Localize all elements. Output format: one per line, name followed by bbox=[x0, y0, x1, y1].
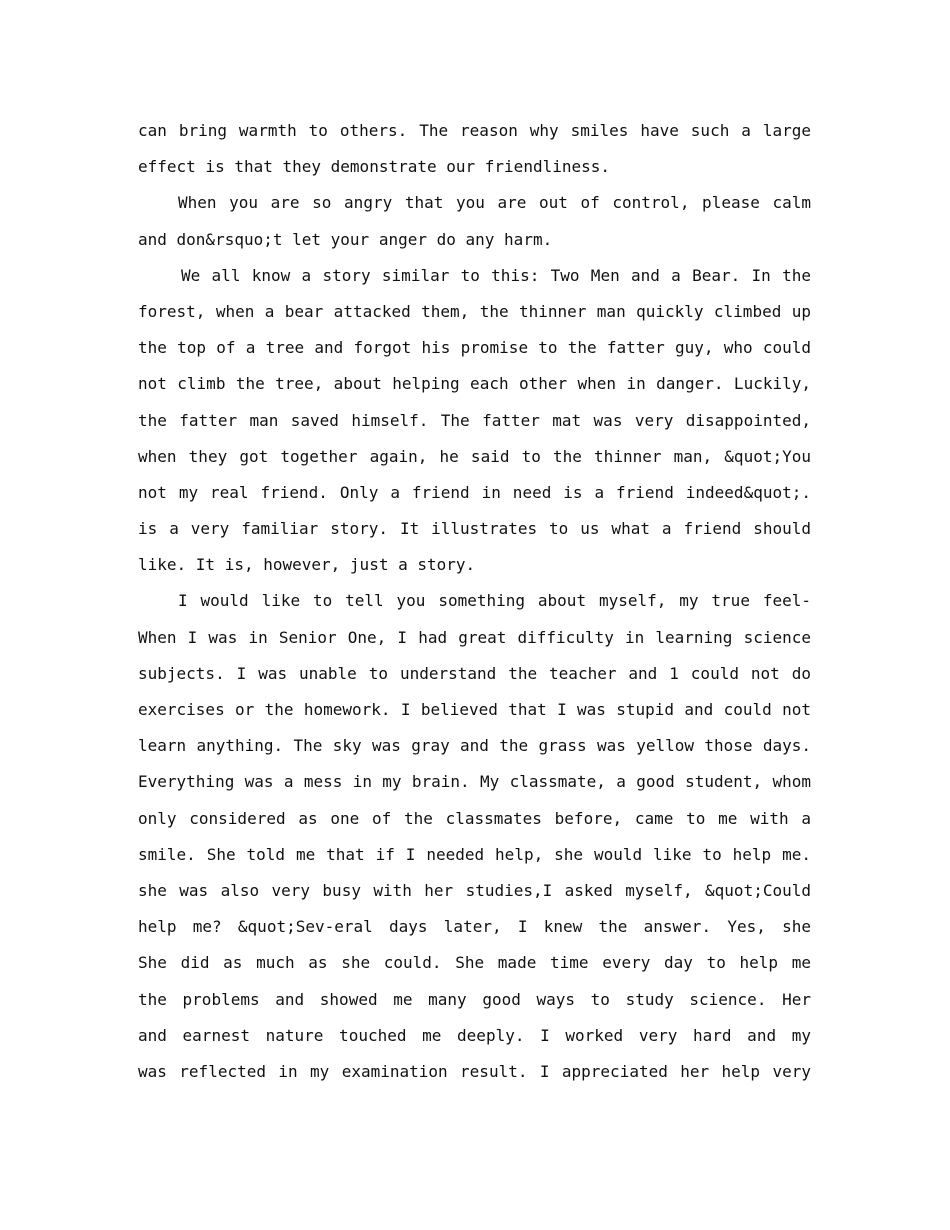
text-line: the top of a tree and forgot his promise to the fatter guy, who could bbox=[138, 338, 811, 358]
text-line: and don&rsquo;t let your anger do any harm. bbox=[138, 229, 553, 249]
text-line: smile. She told me that if I needed help, she would like to help me. bbox=[138, 844, 811, 864]
text-line: help me? &quot;Sev-eral days later, I knew the answer. Yes, she bbox=[138, 917, 811, 937]
paragraph bbox=[138, 258, 811, 584]
text-line: learn anything. The sky was gray and the grass was yellow those days. bbox=[138, 736, 811, 756]
paragraph bbox=[138, 185, 811, 257]
text-line: is a very familiar story. It illustrates to us what a friend should bbox=[138, 519, 811, 539]
text-line: exercises or the homework. I believed that I was stupid and could not bbox=[138, 700, 811, 719]
text-line: When you are so angry that you are out of control, please calm bbox=[178, 193, 811, 213]
text-line: was reflected in my examination result. I appreciated her help very bbox=[138, 1061, 811, 1081]
text-line: the fatter man saved himself. The fatter mat was very disappointed, bbox=[138, 410, 811, 430]
text-line: when they got together again, he said to the thinner man, &quot;You bbox=[138, 446, 811, 466]
text-line: she was also very busy with her studies,I asked myself, &quot;Could bbox=[138, 880, 811, 900]
text-line: We all know a story similar to this: Two Men and a Bear. In the bbox=[181, 265, 811, 285]
text-line: the problems and showed me many good ways to study science. Her bbox=[138, 989, 811, 1009]
text-line: subjects. I was unable to understand the teacher and 1 could not do bbox=[138, 663, 811, 683]
text-line: effect is that they demonstrate our friendliness. bbox=[138, 157, 611, 177]
text-line: Everything was a mess in my brain. My classmate, a good student, whom bbox=[138, 772, 811, 792]
text-line: I would like to tell you something about myself, my true feel- bbox=[178, 591, 811, 611]
text-line: and earnest nature touched me deeply. I worked very hard and my bbox=[138, 1025, 811, 1045]
document-body bbox=[138, 113, 811, 1090]
text-line: only considered as one of the classmates before, came to me with a bbox=[138, 808, 811, 828]
paragraph bbox=[138, 113, 811, 185]
text-line: She did as much as she could. She made time every day to help me bbox=[138, 953, 811, 973]
paragraph bbox=[138, 583, 811, 1090]
text-line: forest, when a bear attacked them, the thinner man quickly climbed up bbox=[138, 301, 811, 321]
text-line: When I was in Senior One, I had great difficulty in learning science bbox=[138, 627, 811, 647]
text-line: can bring warmth to others. The reason why smiles have such a large bbox=[138, 121, 811, 140]
text-line: not my real friend. Only a friend in need is a friend indeed&quot;. bbox=[138, 482, 811, 502]
text-line: not climb the tree, about helping each other when in danger. Luckily, bbox=[138, 374, 811, 394]
text-line: like. It is, however, just a story. bbox=[138, 555, 476, 575]
